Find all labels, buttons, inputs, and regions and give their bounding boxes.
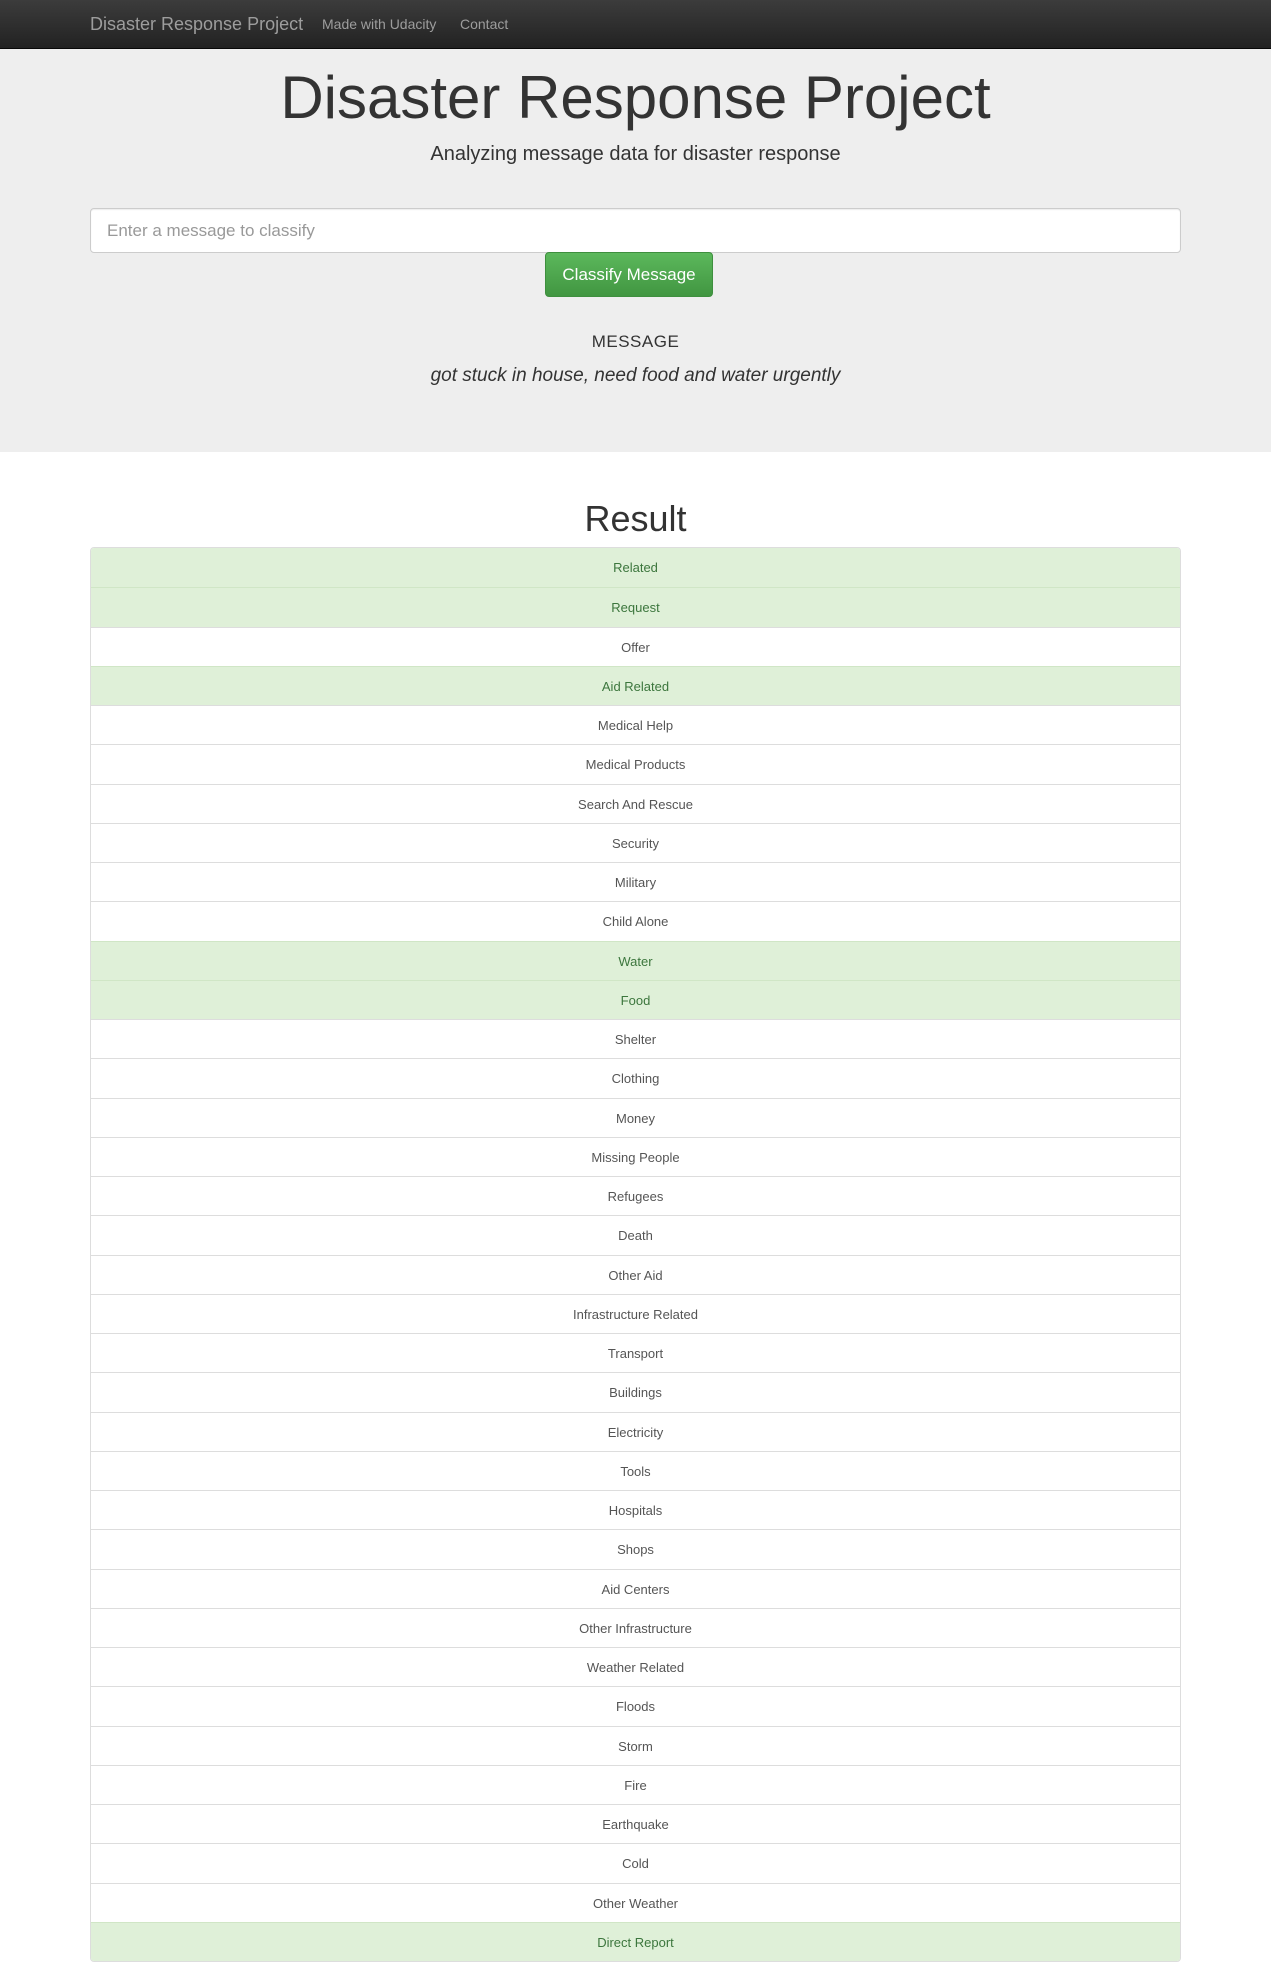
- page-subtitle: Analyzing message data for disaster response: [430, 143, 841, 165]
- result-item: Earthquake: [91, 1804, 1180, 1843]
- result-item: Request: [91, 587, 1180, 626]
- result-item: Military: [91, 862, 1180, 901]
- result-item: Food: [91, 980, 1180, 1019]
- result-item: Direct Report: [91, 1922, 1180, 1961]
- nav-link-udacity[interactable]: Made with Udacity: [322, 16, 437, 32]
- result-item: Related: [91, 548, 1180, 587]
- result-item: Security: [91, 823, 1180, 862]
- result-item: Shops: [91, 1529, 1180, 1568]
- result-item: Missing People: [91, 1137, 1180, 1176]
- navbar-brand[interactable]: Disaster Response Project: [90, 14, 304, 34]
- result-item: Other Weather: [91, 1883, 1180, 1922]
- nav-link-contact[interactable]: Contact: [460, 16, 509, 32]
- result-item: Other Aid: [91, 1255, 1180, 1294]
- result-item: Fire: [91, 1765, 1180, 1804]
- result-item: Hospitals: [91, 1490, 1180, 1529]
- result-item: Weather Related: [91, 1647, 1180, 1686]
- message-heading: MESSAGE: [591, 332, 680, 351]
- result-item: Electricity: [91, 1412, 1180, 1451]
- result-item: Tools: [91, 1451, 1180, 1490]
- message-input[interactable]: [90, 208, 1181, 253]
- classify-message-button[interactable]: Classify Message: [545, 252, 713, 297]
- result-item: Water: [91, 941, 1180, 980]
- result-item: Offer: [91, 627, 1180, 666]
- result-list: [90, 547, 1181, 1962]
- result-item: Shelter: [91, 1019, 1180, 1058]
- result-item: Medical Help: [91, 705, 1180, 744]
- result-item: Buildings: [91, 1372, 1180, 1411]
- result-item: Clothing: [91, 1058, 1180, 1097]
- navbar: [0, 0, 1271, 49]
- result-item: Aid Related: [91, 666, 1180, 705]
- result-title: Result: [584, 498, 687, 539]
- result-item: Aid Centers: [91, 1569, 1180, 1608]
- result-item: Search And Rescue: [91, 784, 1180, 823]
- result-item: Infrastructure Related: [91, 1294, 1180, 1333]
- jumbotron: [0, 49, 1271, 452]
- message-text: got stuck in house, need food and water urgently: [430, 365, 841, 386]
- result-item: Money: [91, 1098, 1180, 1137]
- result-item: Death: [91, 1215, 1180, 1254]
- result-item: Child Alone: [91, 901, 1180, 940]
- result-item: Refugees: [91, 1176, 1180, 1215]
- result-item: Cold: [91, 1843, 1180, 1882]
- result-item: Transport: [91, 1333, 1180, 1372]
- result-item: Other Infrastructure: [91, 1608, 1180, 1647]
- result-item: Floods: [91, 1686, 1180, 1725]
- result-item: Storm: [91, 1726, 1180, 1765]
- page-title: Disaster Response Project: [280, 64, 991, 131]
- result-item: Medical Products: [91, 744, 1180, 783]
